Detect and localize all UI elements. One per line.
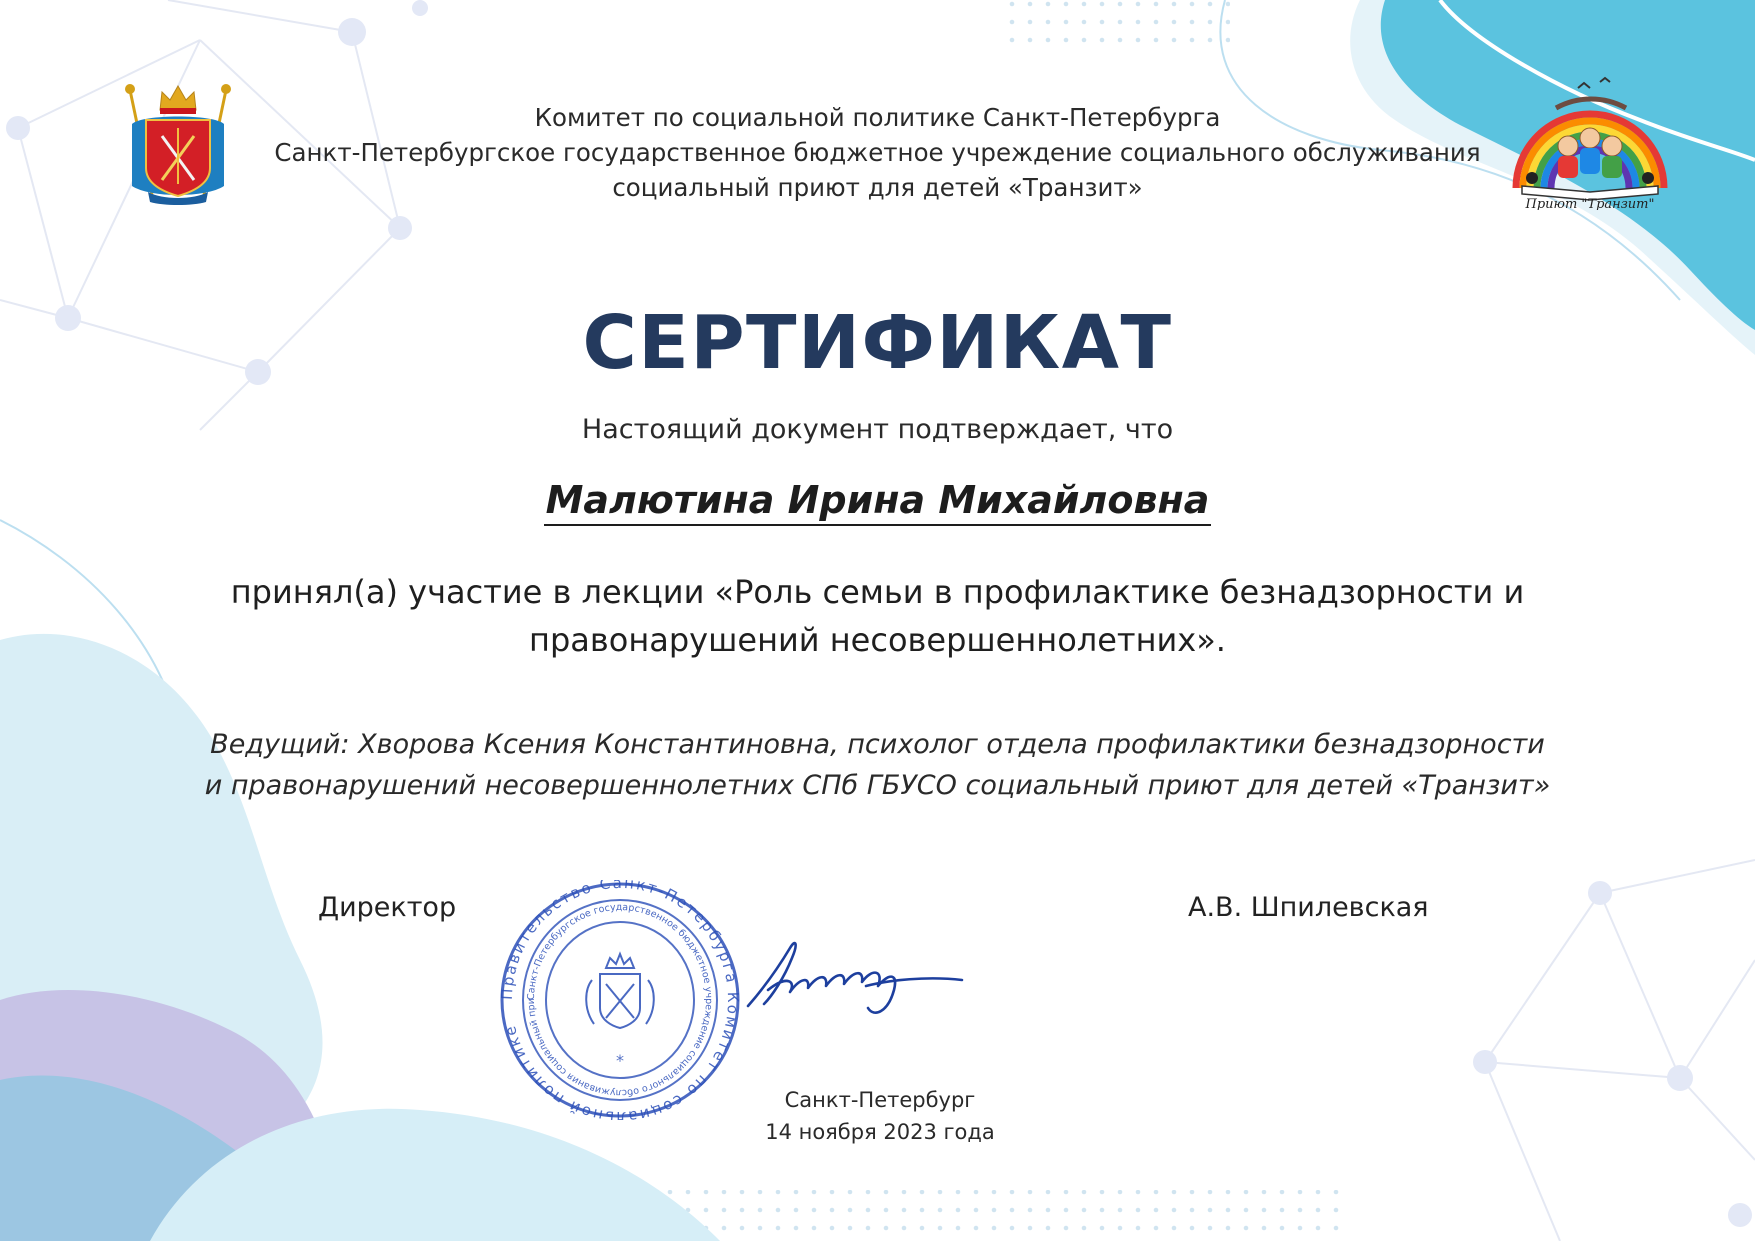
footer-date: 14 ноября 2023 года — [765, 1120, 995, 1144]
svg-text:*: * — [616, 1051, 624, 1070]
lecture-line-1: принял(а) участие в лекции «Роль семьи в профилактике безнадзорности и — [230, 573, 1525, 611]
header-line-shelter: социальный приют для детей «Транзит» — [612, 173, 1143, 202]
recipient-name — [0, 474, 1755, 526]
host-line-2: и правонарушений несовершеннолетних СПб ГБУСО социальный приют для детей «Транзит» — [204, 770, 1551, 801]
stamp-outer-text: Правительство Санкт-Петербурга Комитет по социальной политике — [497, 880, 743, 1120]
host-line-1: Ведущий: Хворова Ксения Константиновна, психолог отдела профилактики безнадзорности — [210, 729, 1545, 760]
confirm-text: Настоящий документ подтверждает, что — [581, 414, 1174, 445]
spb-coat-of-arms-icon — [122, 80, 234, 206]
header-organization — [240, 100, 1515, 205]
certificate-title: СЕРТИФИКАТ — [582, 300, 1173, 386]
lecture-description — [180, 568, 1575, 664]
logo-right-text: Приют "Транзит" — [1525, 197, 1655, 210]
lecture-line-2: правонарушений несовершеннолетних». — [529, 621, 1226, 659]
director-name: А.В. Шпилевская — [1188, 892, 1429, 923]
director-signature-icon — [738, 920, 970, 1022]
footer-place-date — [700, 1084, 1060, 1148]
priyut-tranzit-logo-icon — [1508, 68, 1673, 210]
header-line-institution: Санкт-Петербургское государственное бюджетное учреждение социального обслуживания — [274, 138, 1481, 167]
header-line-committee: Комитет по социальной политике Санкт-Петербурга — [534, 103, 1221, 132]
footer-city: Санкт-Петербург — [784, 1088, 976, 1112]
lecture-host — [120, 724, 1635, 806]
director-label: Директор — [318, 892, 457, 923]
stamp-inner-text: Санкт-Петербургское государственное бюджетное учреждение социального обслуживания социальный при — [525, 901, 715, 1099]
recipient-name-text: Малютина Ирина Михайловна — [544, 478, 1212, 526]
